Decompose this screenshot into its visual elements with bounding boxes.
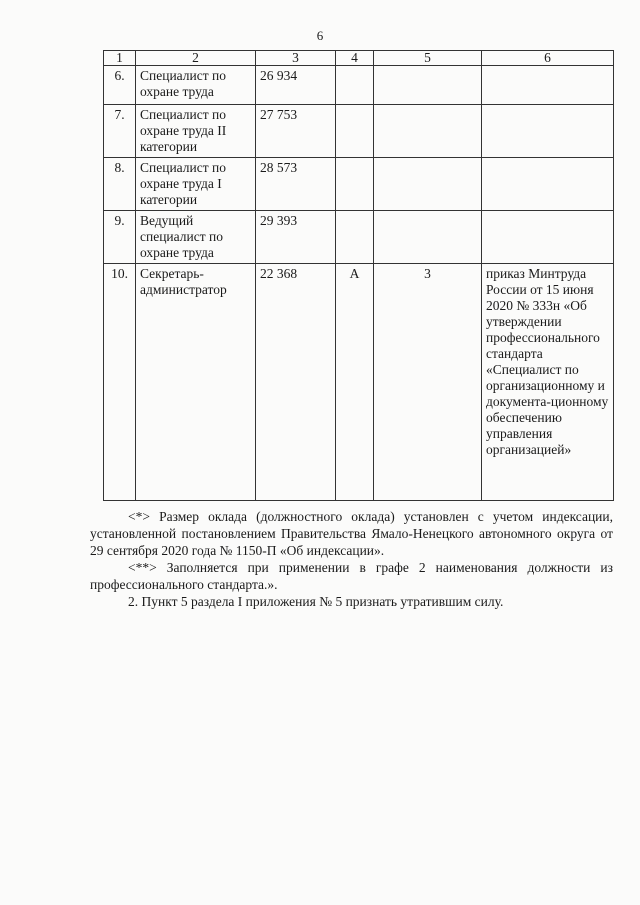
- salary-table: [103, 50, 614, 501]
- position-name: Ведущий специалист по охране труда: [136, 211, 256, 264]
- standard-reference: [482, 105, 614, 158]
- table-row: [104, 105, 614, 158]
- row-number: 9.: [104, 211, 136, 264]
- level-value: [374, 158, 482, 211]
- table-header-row: [104, 51, 614, 66]
- row-number: 7.: [104, 105, 136, 158]
- header-col-4: 4: [336, 51, 374, 66]
- header-col-3: 3: [256, 51, 336, 66]
- position-name: Специалист по охране труда: [136, 66, 256, 105]
- level-value: [374, 105, 482, 158]
- qualification-level: [336, 211, 374, 264]
- position-name: Специалист по охране труда II категории: [136, 105, 256, 158]
- row-number: 8.: [104, 158, 136, 211]
- footnote-standard: <**> Заполняется при применении в графе 2 наименования должности из профессионального стандарта.».: [90, 560, 613, 592]
- table-row: [104, 66, 614, 105]
- position-name: Секретарь-администратор: [136, 264, 256, 501]
- qualification-level: [336, 158, 374, 211]
- table-row: [104, 211, 614, 264]
- qualification-level: [336, 66, 374, 105]
- level-value: [374, 211, 482, 264]
- standard-reference: приказ Минтруда России от 15 июня 2020 № 333н «Об утверждении профессионального стандарта «Специалист по организационному и документа-ционному обеспечению управления организацией»: [482, 264, 614, 501]
- header-col-6: 6: [482, 51, 614, 66]
- standard-reference: [482, 66, 614, 105]
- salary-value: 28 573: [256, 158, 336, 211]
- amendment-item-2: 2. Пункт 5 раздела I приложения № 5 признать утратившим силу.: [128, 594, 504, 609]
- table-row: [104, 264, 614, 501]
- header-col-2: 2: [136, 51, 256, 66]
- page-number: 6: [316, 28, 324, 43]
- salary-value: 27 753: [256, 105, 336, 158]
- standard-reference: [482, 211, 614, 264]
- salary-value: 29 393: [256, 211, 336, 264]
- position-name: Специалист по охране труда I категории: [136, 158, 256, 211]
- level-value: 3: [374, 264, 482, 501]
- salary-value: 22 368: [256, 264, 336, 501]
- footnotes: [90, 508, 613, 610]
- standard-reference: [482, 158, 614, 211]
- header-col-1: 1: [104, 51, 136, 66]
- table-row: [104, 158, 614, 211]
- qualification-level: А: [336, 264, 374, 501]
- header-col-5: 5: [374, 51, 482, 66]
- qualification-level: [336, 105, 374, 158]
- footnote-salary: <*> Размер оклада (должностного оклада) установлен с учетом индексации, установленной постановлением Правительства Ямало-Ненецкого автономного округа от 29 сентября 2020 года № 1150-П «Об индексации».: [90, 509, 613, 558]
- salary-value: 26 934: [256, 66, 336, 105]
- level-value: [374, 66, 482, 105]
- row-number: 10.: [104, 264, 136, 501]
- row-number: 6.: [104, 66, 136, 105]
